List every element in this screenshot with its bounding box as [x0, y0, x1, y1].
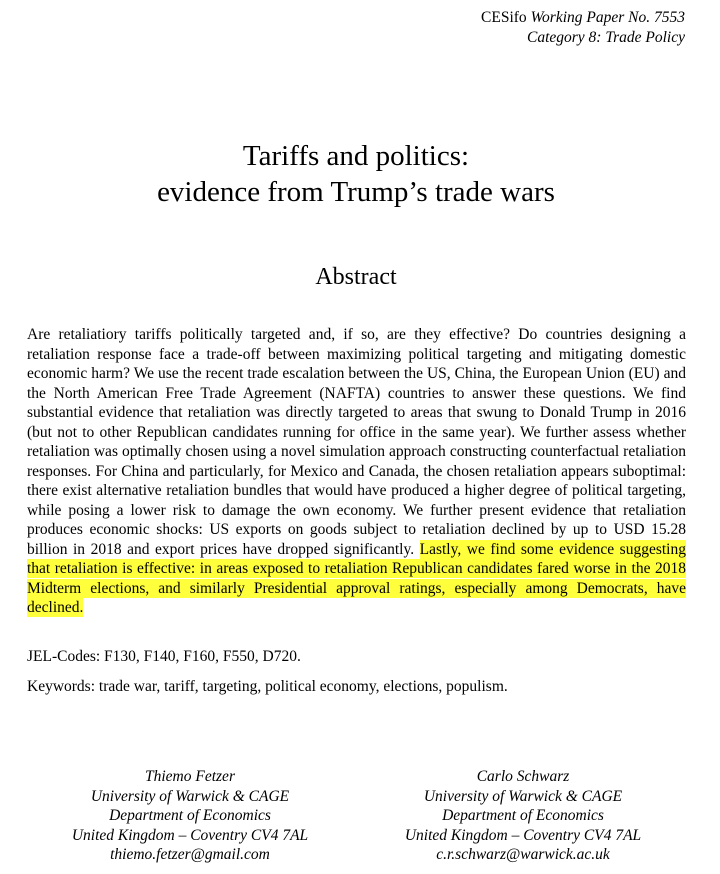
- jel-codes: JEL-Codes: F130, F140, F160, F550, D720.: [27, 648, 301, 665]
- abstract-highlighted-text: Lastly, we find some evidence suggesting that retaliation is effective: in areas exposed to retaliation Republican candidates fared worse in the 2018 Midterm elections, and similarly Presidential approval ratings, especially among Democrats, have declined.: [27, 540, 686, 616]
- abstract-heading: Abstract: [315, 264, 397, 290]
- author-affiliation: University of Warwick & CAGE: [90, 787, 290, 805]
- author-address: United Kingdom – Coventry CV4 7AL: [404, 826, 642, 844]
- author-block-fetzer: [40, 767, 340, 865]
- paper-header: [481, 8, 685, 48]
- author-address: United Kingdom – Coventry CV4 7AL: [71, 826, 309, 844]
- title-line-1: Tariffs and politics:: [242, 140, 470, 172]
- paper-title: [0, 138, 712, 210]
- author-block-schwarz: [373, 767, 673, 865]
- author-email: thiemo.fetzer@gmail.com: [110, 846, 270, 863]
- abstract-text: Are retaliatiory tariffs politically targeted and, if so, are they effective? Do countries designing a retaliation response face a trade-off between maximizing political targeting and mitigating domestic economic harm? We use the recent trade escalation between the US, China, the European Union (EU) and the North American Free Trade Agreement (NAFTA) countries to answer these questions. We find substantial evidence that retaliation was directly targeted to areas that swung to Donald Trump in 2016 (but not to other Republican candidates running for office in the same year). We further assess whether retaliation was optimally chosen using a novel simulation approach constructing counterfactual retaliation responses. For China and particularly, for Mexico and Canada, the chosen retaliation appears suboptimal: there exist alternative retaliation bundles that would have produced a higher degree of political targeting, while posing a lower risk to damage the own economy. We further present evidence that retaliation produces economic shocks: US exports on goods subject to retaliation declined by up to USD 15.28 billion in 2018 and export prices have dropped significantly.: [27, 326, 686, 558]
- series-name: CESifo: [481, 9, 531, 26]
- author-email: c.r.schwarz@warwick.ac.uk: [436, 846, 610, 863]
- working-paper-number: [481, 8, 685, 28]
- author-affiliation: University of Warwick & CAGE: [423, 787, 623, 805]
- author-department: Department of Economics: [442, 807, 604, 824]
- author-name: Thiemo Fetzer: [145, 768, 235, 785]
- paper-category: Category 8: Trade Policy: [527, 29, 685, 46]
- author-department: Department of Economics: [109, 807, 271, 824]
- keywords: Keywords: trade war, tariff, targeting, political economy, elections, populism.: [27, 678, 508, 695]
- author-name: Carlo Schwarz: [476, 768, 570, 785]
- title-line-2: evidence from Trump’s trade wars: [157, 176, 555, 208]
- abstract-body: [27, 325, 686, 618]
- series-number: Working Paper No. 7553: [530, 9, 685, 26]
